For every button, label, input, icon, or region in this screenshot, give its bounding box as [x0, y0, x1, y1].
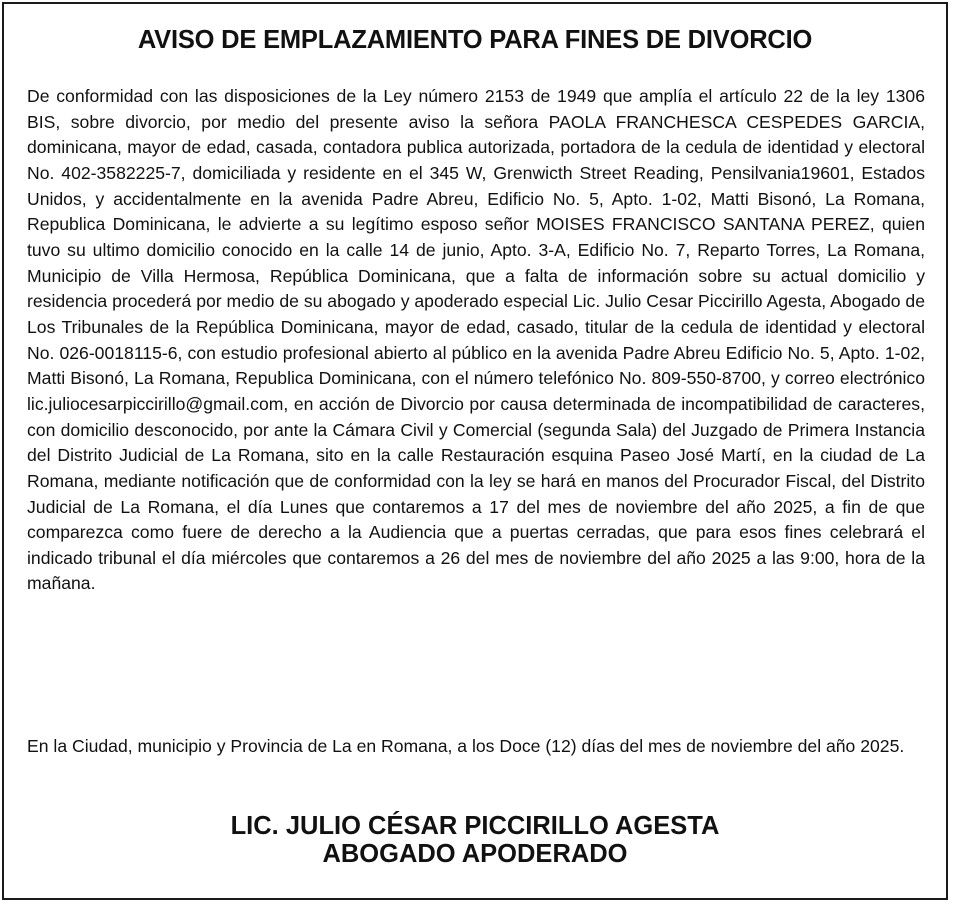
signature-name: LIC. JULIO CÉSAR PICCIRILLO AGESTA [230, 812, 720, 840]
notice-title: AVISO DE EMPLAZAMIENTO PARA FINES DE DIVORCIO [137, 26, 813, 54]
notice-date-paragraph: En la Ciudad, municipio y Provincia de La en Romana, a los Doce (12) días del mes de noviembre del año 2025. [27, 736, 905, 756]
legal-notice-box [2, 2, 948, 900]
signature-block [4, 812, 946, 868]
signature-role: ABOGADO APODERADO [322, 840, 628, 868]
notice-body-paragraph: De conformidad con las disposiciones de la Ley número 2153 de 1949 que amplía el artículo 22 de la ley 1306 BIS, sobre divorcio, por medio del presente aviso la señora PAOLA FRANCHESCA CESPEDES GARCIA, dominicana, mayor de edad, casada, contadora publica autorizada, portadora de la cedula de identidad y electoral No. 402-3582225-7, domiciliada y residente en el 345 W, Grenwicth Street Reading, Pensilvania19601, Estados Unidos, y accidentalmente en la avenida Padre Abreu, Edificio No. 5, Apto. 1-02, Matti Bisonó, La Romana, Republica Dominicana, le advierte a su legítimo esposo señor MOISES FRANCISCO SANTANA PEREZ, quien tuvo su ultimo domicilio conocido en la calle 14 de junio, Apto. 3-A, Edificio No. 7, Reparto Torres, La Romana, Municipio de Villa Hermosa, República Dominicana, que a falta de información sobre su actual domicilio y residencia procederá por medio de su abogado y apoderado especial Lic. Julio Cesar Piccirillo Agesta, Abogado de Los Tribunales de la República Dominicana, mayor de edad, casado, titular de la cedula de identidad y electoral No. 026-0018115-6, con estudio profesional abierto al público en la avenida Padre Abreu Edificio No. 5, Apto. 1-02, Matti Bisonó, La Romana, Republica Dominicana, con el número telefónico No. 809-550-8700, y correo electrónico lic.juliocesarpiccirillo@gmail.com, en acción de Divorcio por causa determinada de incompatibilidad de caracteres, con domicilio desconocido, por ante la Cámara Civil y Comercial (segunda Sala) del Juzgado de Primera Instancia del Distrito Judicial de La Romana, sito en la calle Restauración esquina Paseo José Martí, en la ciudad de La Romana, mediante notificación que de conformidad con la ley se hará en manos del Procurador Fiscal, del Distrito Judicial de La Romana, el día Lunes que contaremos a 17 del mes de noviembre del año 2025, a fin de que comparezca como fuere de derecho a la Audiencia que a puertas cerradas, que para esos fines celebrará el indicado tribunal el día miércoles que contaremos a 26 del mes de noviembre del año 2025 a las 9:00, hora de la mañana. [27, 86, 925, 594]
